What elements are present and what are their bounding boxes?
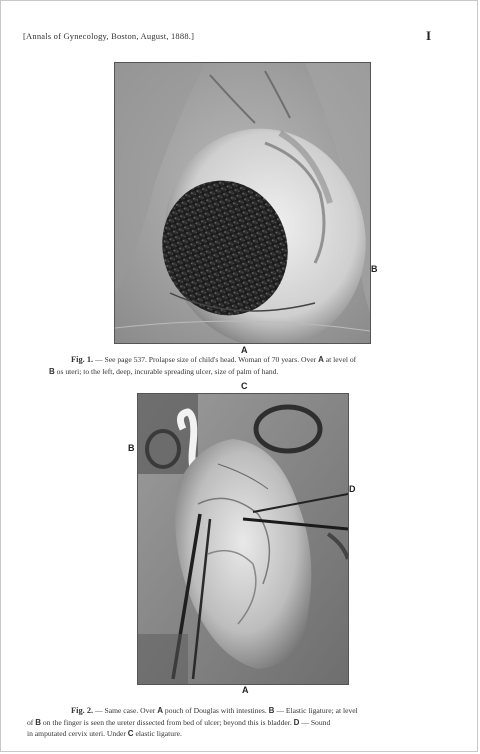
figure-1-caption-text-2: at level of [323,355,357,364]
figure-2-caption-text-1: — Same case. Over [93,706,158,715]
figure-1-caption [49,354,439,377]
surgical-specimen-photo-illustration [138,394,348,684]
figure-2-caption-text-5: on the finger is seen the ureter dissected from bed of ulcer; beyond this is bladder. [41,717,294,727]
figure-2-caption-text-7: in amputated cervix uteri. Under [27,729,128,738]
figure-2-label-c: C [241,381,248,391]
prolapse-photo-illustration [115,63,370,343]
figure-2-caption-text-4: of [27,717,36,727]
figure-2-caption-mark-c: C [127,729,134,738]
figure-2-caption-text-3: — Elastic ligature; at level [274,706,358,715]
running-head: [Annals of Gynecology, Boston, August, 1888.] [23,31,195,41]
figure-1-caption-mark-a: A [318,355,324,364]
figure-2-caption-text-8: elastic ligature. [133,729,182,738]
figure-2-label-a: A [242,685,249,695]
figure-1-caption-text-1: — See page 537. Prolapse size of child's head. Woman of 70 years. Over [93,355,319,364]
figure-2-caption-text-2: pouch of Douglas with intestines. [163,706,269,715]
figure-2-caption-mark-a: A [157,706,163,715]
figure-1-caption-mark-b: B [49,366,55,376]
figure-2-caption-text-6: — Sound [299,717,331,727]
figure-1-photograph [114,62,371,344]
figure-2-label-b: B [128,443,135,453]
figure-2-caption-mark-b2: B [35,717,42,727]
figure-2-caption-label: Fig. 2. [71,706,94,715]
figure-2-caption [27,705,441,740]
figure-1-caption-text-3: os uteri; to the left, deep, incurable spreading ulcer, size of palm of hand. [54,366,279,376]
page-number: I [425,28,431,43]
figure-2-label-d: D [349,484,356,494]
figure-1-caption-label: Fig. 1. [71,355,94,364]
figure-1-label-a: A [241,345,248,355]
figure-1-label-b: B [371,264,378,274]
figure-2-caption-mark-b: B [268,706,275,715]
figure-2-photograph [137,393,349,685]
figure-2-caption-mark-d: D [293,717,300,727]
